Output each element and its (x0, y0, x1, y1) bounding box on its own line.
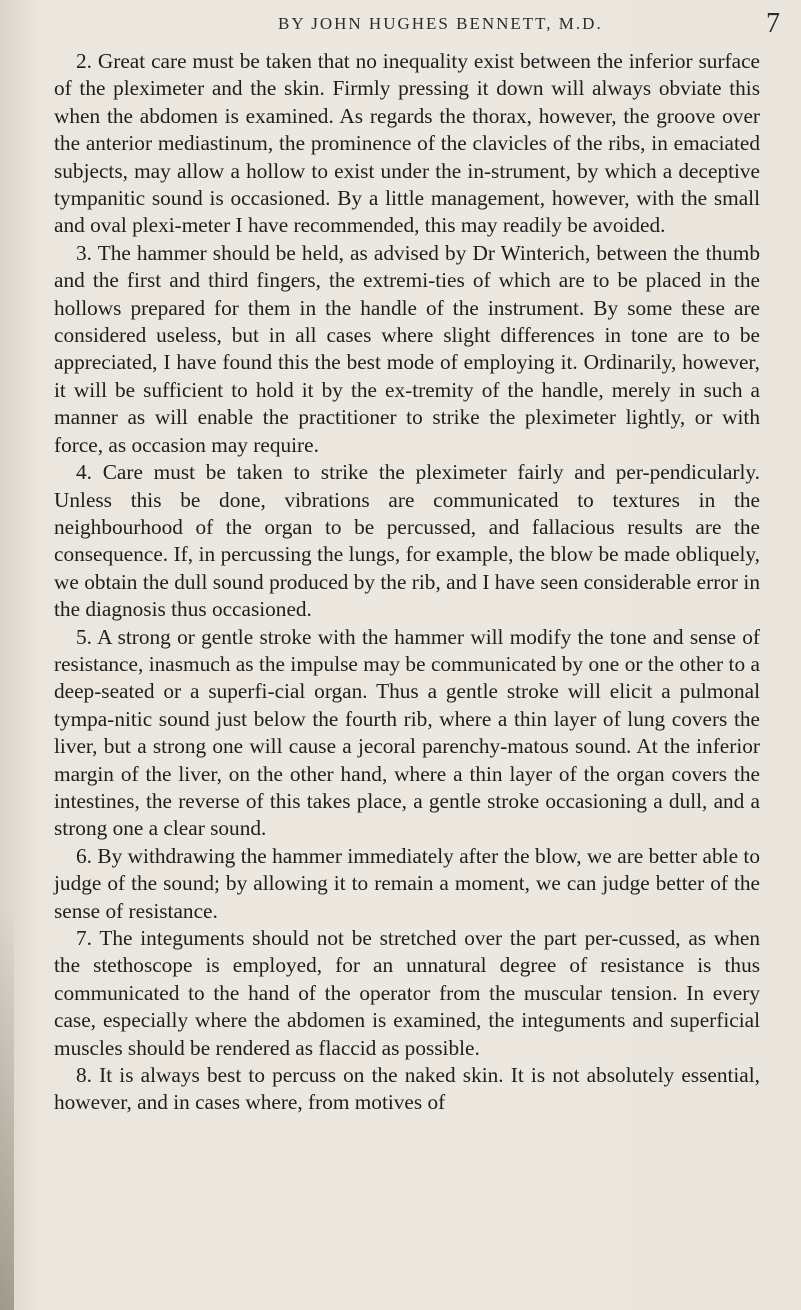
paragraph-4: 4. Care must be taken to strike the pleximeter fairly and per-pendicularly. Unless this be done, vibrations are communicated to textures in the neighbourhood of the organ to be percussed, and fallacious results are the consequence. If, in percussing the lungs, for example, the blow be made obliquely, we obtain the dull sound produced by the rib, and I have seen considerable error in the diagnosis thus occasioned. (54, 460, 760, 622)
running-head (40, 8, 780, 48)
page-edge-shadow (0, 900, 14, 1310)
page-number: 7 (766, 8, 780, 39)
body-text (54, 48, 760, 1117)
paragraph-6: 6. By withdrawing the hammer immediately after the blow, we are better able to judge of the sound; by allowing it to remain a moment, we can judge better of the sense of resistance. (54, 843, 760, 923)
paragraph-3: 3. The hammer should be held, as advised by Dr Winterich, between the thumb and the first and third fingers, the extremi-ties of which are to be placed in the hollows prepared for them in the handle of the instrument. By some these are considered useless, but in all cases where slight differences in tone are to be appreciated, I have found this the best mode of employing it. Ordinarily, however, it will be sufficient to hold it by the ex-tremity of the handle, merely in such a manner as will enable the practitioner to strike the pleximeter lightly, or with force, as occasion may require. (54, 240, 760, 457)
paragraph-7: 7. The integuments should not be stretched over the part per-cussed, as when the stethoscope is employed, for an unnatural degree of resistance is thus communicated to the hand of the operator from the muscular tension. In every case, especially where the abdomen is examined, the integuments and superficial muscles should be rendered as flaccid as possible. (54, 926, 760, 1060)
paragraph-8: 8. It is always best to percuss on the naked skin. It is not absolutely essential, however, and in cases where, from motives of (54, 1063, 760, 1115)
paragraph-2: 2. Great care must be taken that no inequality exist between the inferior surface of the pleximeter and the skin. Firmly pressing it down will always obviate this when the abdomen is examined. As regards the thorax, however, the groove over the anterior mediastinum, the prominence of the clavicles of the ribs, in emaciated subjects, may allow a hollow to exist under the in-strument, by which a deceptive tympanitic sound is occasioned. By a little management, however, with the small and oval plexi-meter I have recommended, this may readily be avoided. (54, 49, 760, 238)
running-title: BY JOHN HUGHES BENNETT, M.D. (278, 14, 603, 33)
paragraph-5: 5. A strong or gentle stroke with the hammer will modify the tone and sense of resistance, inasmuch as the impulse may be communicated by one or the other to a deep-seated or a superfi-cial organ. Thus a gentle stroke will elicit a pulmonal tympa-nitic sound just below the fourth rib, where a thin layer of lung covers the liver, but a strong one will cause a jecoral parenchy-matous sound. At the inferior margin of the liver, on the other hand, where a thin layer of the organ covers the intestines, the reverse of this takes place, a gentle stroke occasioning a dull, and a strong one a clear sound. (54, 624, 760, 841)
